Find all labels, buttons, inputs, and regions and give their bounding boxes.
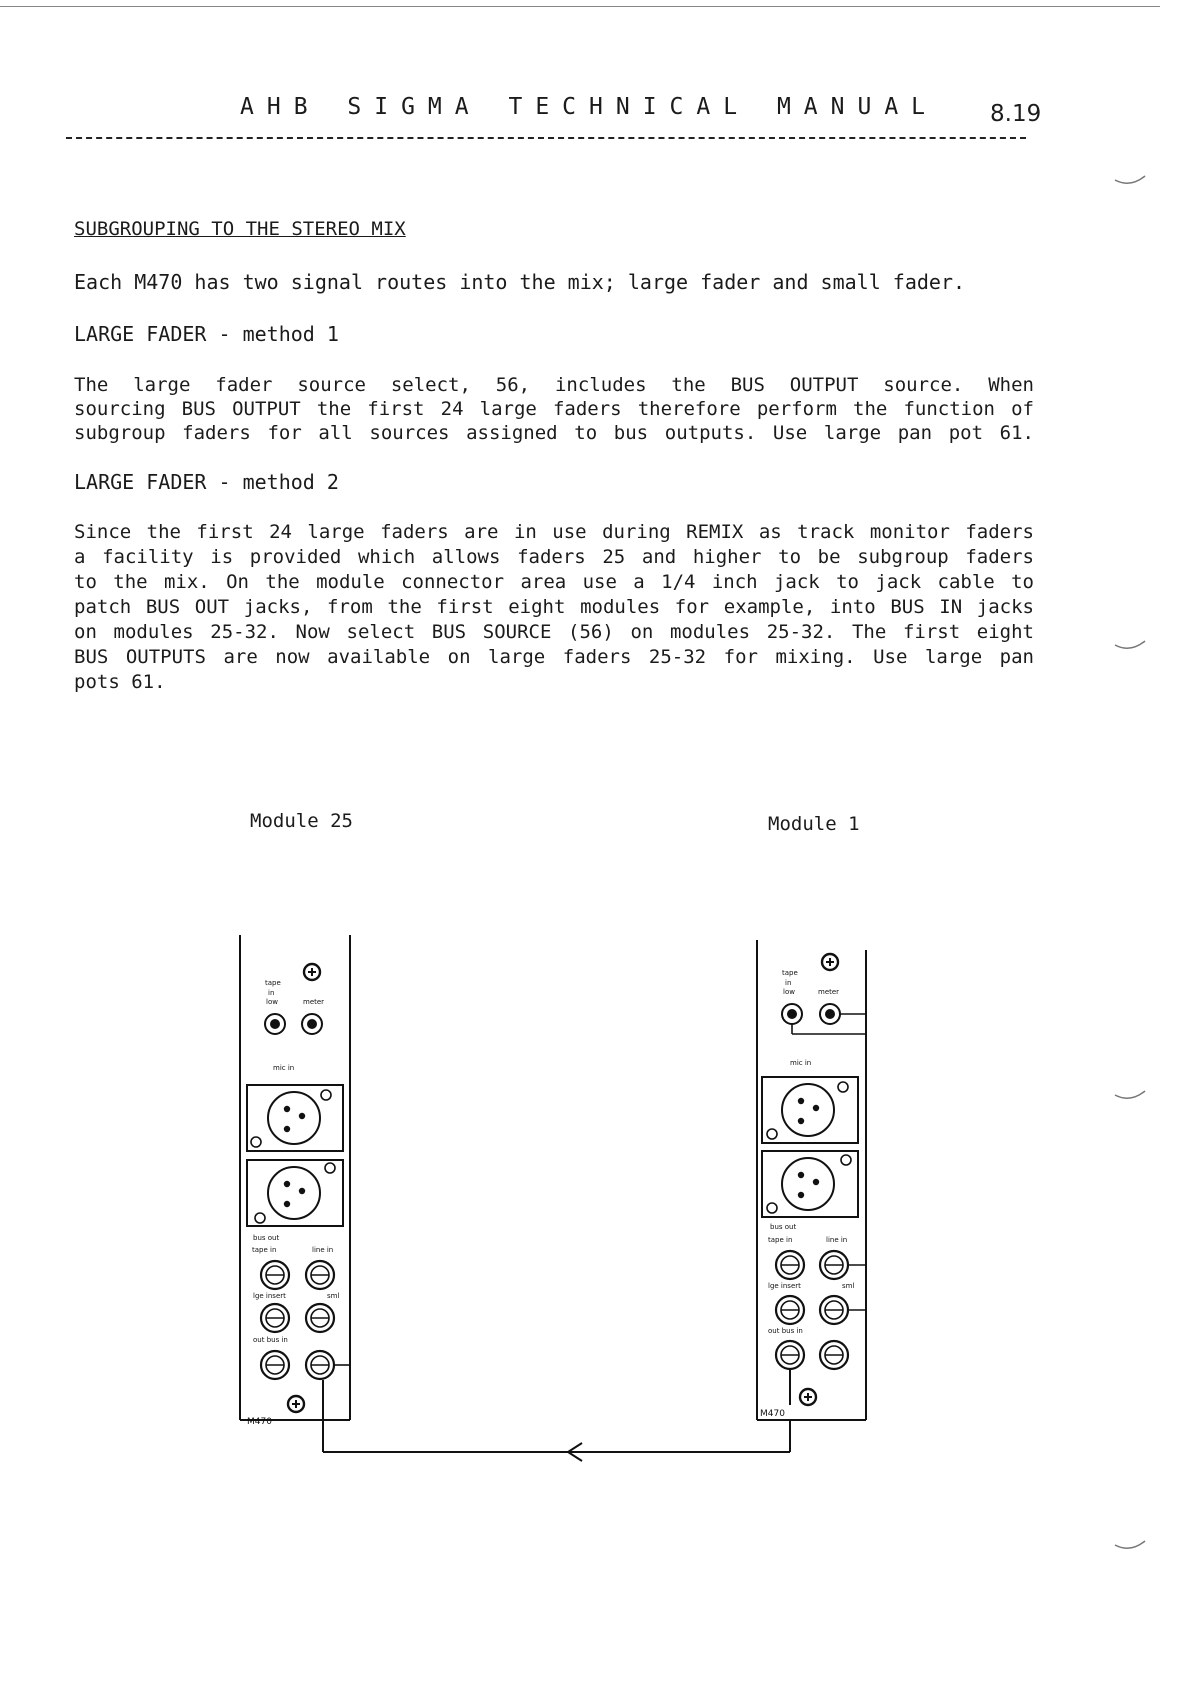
tape-in-jack-icon [265, 1014, 285, 1034]
xlr-connector-icon [782, 1084, 834, 1136]
method1-line-2: sourcing BUS OUTPUT the first 24 large faders therefore perform the function of [74, 398, 1034, 420]
quarter-inch-jack-icon [261, 1261, 289, 1289]
svg-text:low: low [266, 998, 278, 1006]
module-right-label: Module 1 [768, 813, 860, 835]
xlr-connector-icon [268, 1092, 320, 1144]
quarter-inch-jack-icon [306, 1351, 334, 1379]
page-number: 8.19 [990, 101, 1042, 127]
scan-mark [1115, 1541, 1145, 1548]
svg-text:tape: tape [265, 979, 281, 987]
svg-text:sml: sml [327, 1292, 340, 1300]
svg-text:in: in [268, 989, 275, 997]
quarter-inch-jack-icon [306, 1261, 334, 1289]
module-25-model-label: M470 [247, 1417, 272, 1427]
svg-text:mic in: mic in [273, 1064, 295, 1072]
svg-text:lge insert: lge insert [253, 1292, 286, 1300]
method1-line-3: subgroup faders for all sources assigned to bus outputs. Use large pan pot 61. [74, 422, 1034, 444]
method2-line-5: on modules 25-32. Now select BUS SOURCE (56) on modules 25-32. The first eight [74, 621, 1034, 643]
mounting-screw-icon [822, 954, 838, 970]
quarter-inch-jack-icon [776, 1341, 804, 1369]
method2-line-1: Since the first 24 large faders are in use during REMIX as track monitor faders [74, 521, 1034, 543]
quarter-inch-jack-icon [306, 1304, 334, 1332]
scan-mark [1115, 176, 1145, 183]
svg-text:bus out: bus out [770, 1223, 797, 1231]
xlr-connector-icon [782, 1158, 834, 1210]
svg-text:tape in: tape in [768, 1236, 793, 1244]
quarter-inch-jack-icon [776, 1251, 804, 1279]
module-25-panel [240, 935, 350, 1427]
tape-in-jack-icon [782, 1004, 802, 1024]
method1-line-1: The large fader source select, 56, includes the BUS OUTPUT source. When [74, 374, 1034, 396]
svg-text:mic in: mic in [790, 1059, 812, 1067]
svg-text:out bus in: out bus in [768, 1327, 803, 1335]
svg-text:tape: tape [782, 969, 798, 977]
svg-text:tape in: tape in [252, 1246, 277, 1254]
svg-text:lge insert: lge insert [768, 1282, 801, 1290]
method2-line-4: patch BUS OUT jacks, from the first eight modules for example, into BUS IN jacks [74, 596, 1034, 618]
svg-text:sml: sml [842, 1282, 855, 1290]
svg-text:low: low [783, 988, 795, 996]
method2-line-2: a facility is provided which allows faders 25 and higher to be subgroup faders [74, 546, 1034, 568]
quarter-inch-jack-icon [820, 1341, 848, 1369]
svg-text:in: in [785, 979, 792, 987]
xlr-connector-icon [268, 1167, 320, 1219]
quarter-inch-jack-icon [820, 1296, 848, 1324]
manual-title: AHB SIGMA TECHNICAL MANUAL [240, 94, 939, 120]
quarter-inch-jack-icon [776, 1296, 804, 1324]
scan-mark [1115, 641, 1145, 648]
intro-text: Each M470 has two signal routes into the mix; large fader and small fader. [74, 270, 966, 294]
method2-line-3: to the mix. On the module connector area use a 1/4 inch jack to jack cable to [74, 571, 1034, 593]
module-1-model-label: M470 [760, 1409, 785, 1419]
module-1-panel [757, 940, 866, 1420]
mounting-screw-icon [288, 1396, 304, 1412]
scan-mark [1115, 1091, 1145, 1098]
method2-line-7: pots 61. [74, 671, 166, 693]
svg-text:out bus in: out bus in [253, 1336, 288, 1344]
method2-line-6: BUS OUTPUTS are now available on large faders 25-32 for mixing. Use large pan [74, 646, 1034, 668]
quarter-inch-jack-icon [261, 1351, 289, 1379]
svg-text:bus out: bus out [253, 1234, 280, 1242]
quarter-inch-jack-icon [261, 1304, 289, 1332]
section-title: SUBGROUPING TO THE STEREO MIX [74, 218, 406, 240]
svg-text:meter: meter [303, 998, 325, 1006]
patch-cable [323, 1418, 790, 1461]
svg-text:line in: line in [312, 1246, 334, 1254]
meter-jack-icon [820, 1004, 840, 1024]
mounting-screw-icon [304, 964, 320, 980]
svg-text:line in: line in [826, 1236, 848, 1244]
module-left-label: Module 25 [250, 810, 353, 832]
svg-text:meter: meter [818, 988, 840, 996]
method1-heading: LARGE FADER - method 1 [74, 322, 339, 346]
method2-heading: LARGE FADER - method 2 [74, 470, 339, 494]
quarter-inch-jack-icon [820, 1251, 848, 1279]
meter-jack-icon [302, 1014, 322, 1034]
mounting-screw-icon [800, 1389, 816, 1405]
